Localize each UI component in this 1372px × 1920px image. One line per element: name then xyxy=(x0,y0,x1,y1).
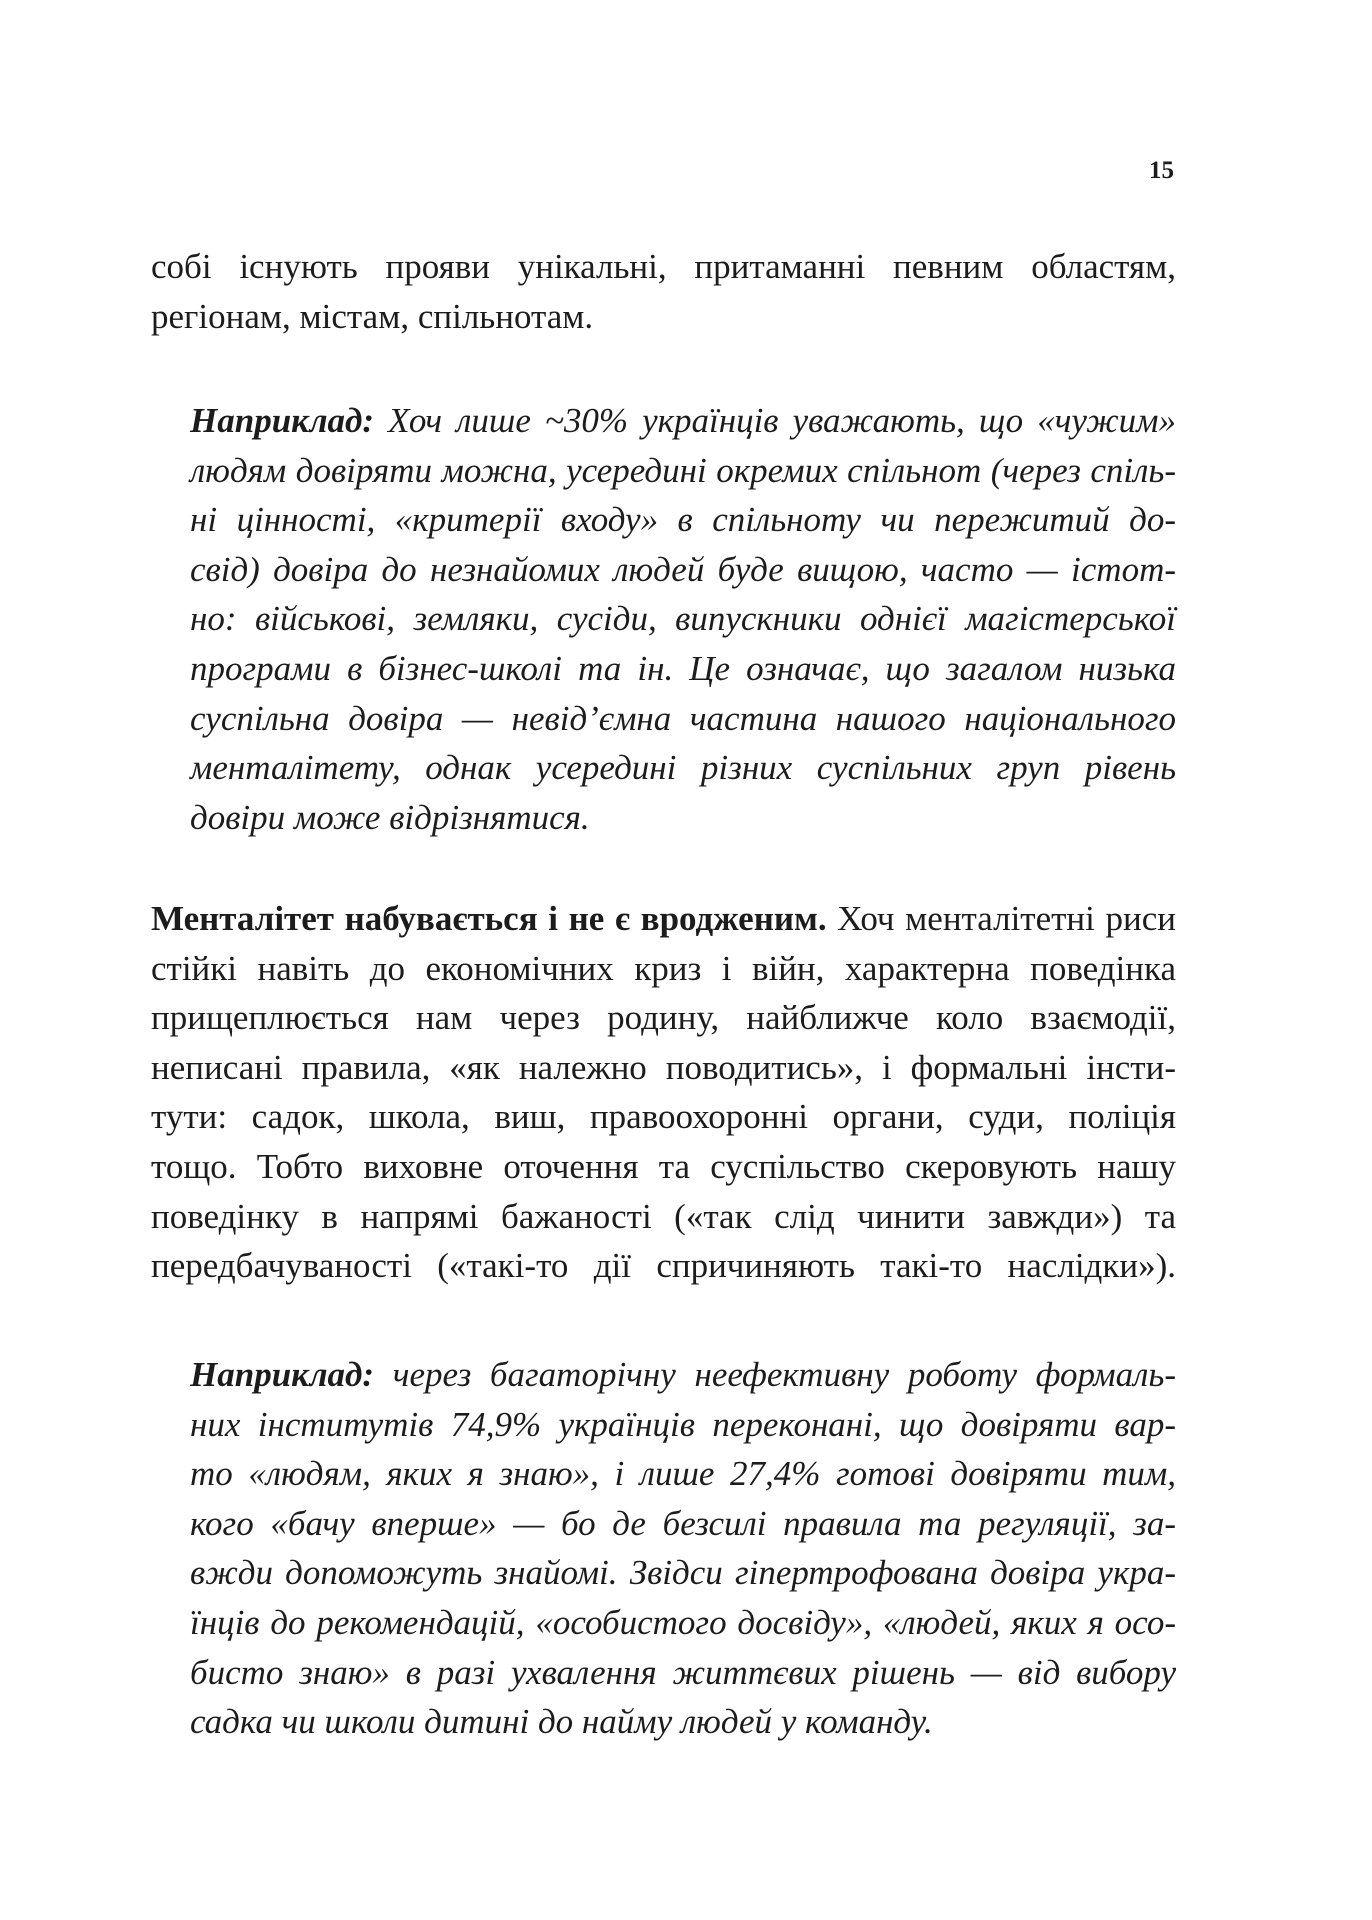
text-line: програми в бізнес-школі та ін. Це означає, що загалом низька xyxy=(190,648,1176,688)
paragraph-2 xyxy=(151,894,1176,1291)
text-line xyxy=(190,1350,1176,1400)
text-line: собі існують прояви унікальні, притаманні певним областям, xyxy=(151,247,1176,286)
paragraph-1 xyxy=(151,242,1176,341)
text-line: передбачуваності («такі-то дії спричиняють такі-то наслідки»). xyxy=(151,1246,1176,1286)
text-line: стійкі навіть до економічних криз і війн, характерна поведінка xyxy=(151,948,1176,988)
text-line xyxy=(151,894,1176,944)
text-line: садка чи школи дитині до найму людей у команду. xyxy=(190,1702,933,1742)
text-line: регіонам, містам, спільнотам. xyxy=(151,296,594,336)
page-number: 15 xyxy=(1149,157,1174,184)
text-fragment: через багаторічну неефективну роботу формаль- xyxy=(374,1355,1176,1394)
text-line: то «людям, яких я знаю», і лише 27,4% готові довіряти тим, xyxy=(190,1454,1176,1494)
text-line: ні цінності, «критерії входу» в спільноту чи пережитий до- xyxy=(190,500,1176,540)
text-line: тощо. Тобто виховне оточення та суспільство скеровують нашу xyxy=(151,1146,1176,1186)
text-line: людям довіряти можна, усередині окремих спільнот (через спіль- xyxy=(190,450,1176,490)
text-line: свід) довіра до незнайомих людей буде вищою, часто — істот- xyxy=(190,549,1176,589)
text-line: тути: садок, школа, виш, правоохоронні органи, суди, поліція xyxy=(151,1097,1176,1137)
text-line: вжди допоможуть знайомі. Звідси гіпертрофована довіра укра- xyxy=(190,1553,1176,1593)
text-line: поведінку в напрямі бажаності («так слід чинити завжди») та xyxy=(151,1196,1176,1236)
text-line: менталітету, однак усередині різних суспільних груп рівень xyxy=(190,748,1176,788)
paragraph-lead: Менталітет набувається і не є вродженим. xyxy=(151,899,827,938)
text-line: їнців до рекомендацій, «особистого досвіду», «людей, яких я осо- xyxy=(190,1602,1176,1642)
text-line: них інститутів 74,9% українців переконані, що довіряти вар- xyxy=(190,1404,1176,1444)
example-block-1 xyxy=(190,396,1176,842)
text-line: бисто знаю» в разі ухвалення життєвих рішень — від вибору xyxy=(190,1652,1176,1692)
text-fragment: Хоч менталітетні риси xyxy=(826,899,1177,938)
text-line: суспільна довіра — невід’ємна частина нашого національного xyxy=(190,698,1176,738)
example-block-2 xyxy=(190,1350,1176,1747)
example-lead: Наприклад: xyxy=(190,401,375,440)
text-line xyxy=(190,396,1176,446)
text-line: довіри може відрізнятися. xyxy=(190,797,590,837)
text-fragment: Хоч лише ~30% українців уважають, що «чужим» xyxy=(374,401,1176,440)
text-line: неписані правила, «як належно поводитись», і формальні інсти- xyxy=(151,1047,1176,1087)
text-line: но: військові, земляки, сусіди, випускники однієї магістерської xyxy=(190,599,1176,639)
text-line: кого «бачу вперше» — бо де безсилі правила та регуляції, за- xyxy=(190,1503,1176,1543)
example-lead: Наприклад: xyxy=(190,1355,375,1394)
text-line: прищеплюється нам через родину, найближче коло взаємодії, xyxy=(151,998,1176,1038)
